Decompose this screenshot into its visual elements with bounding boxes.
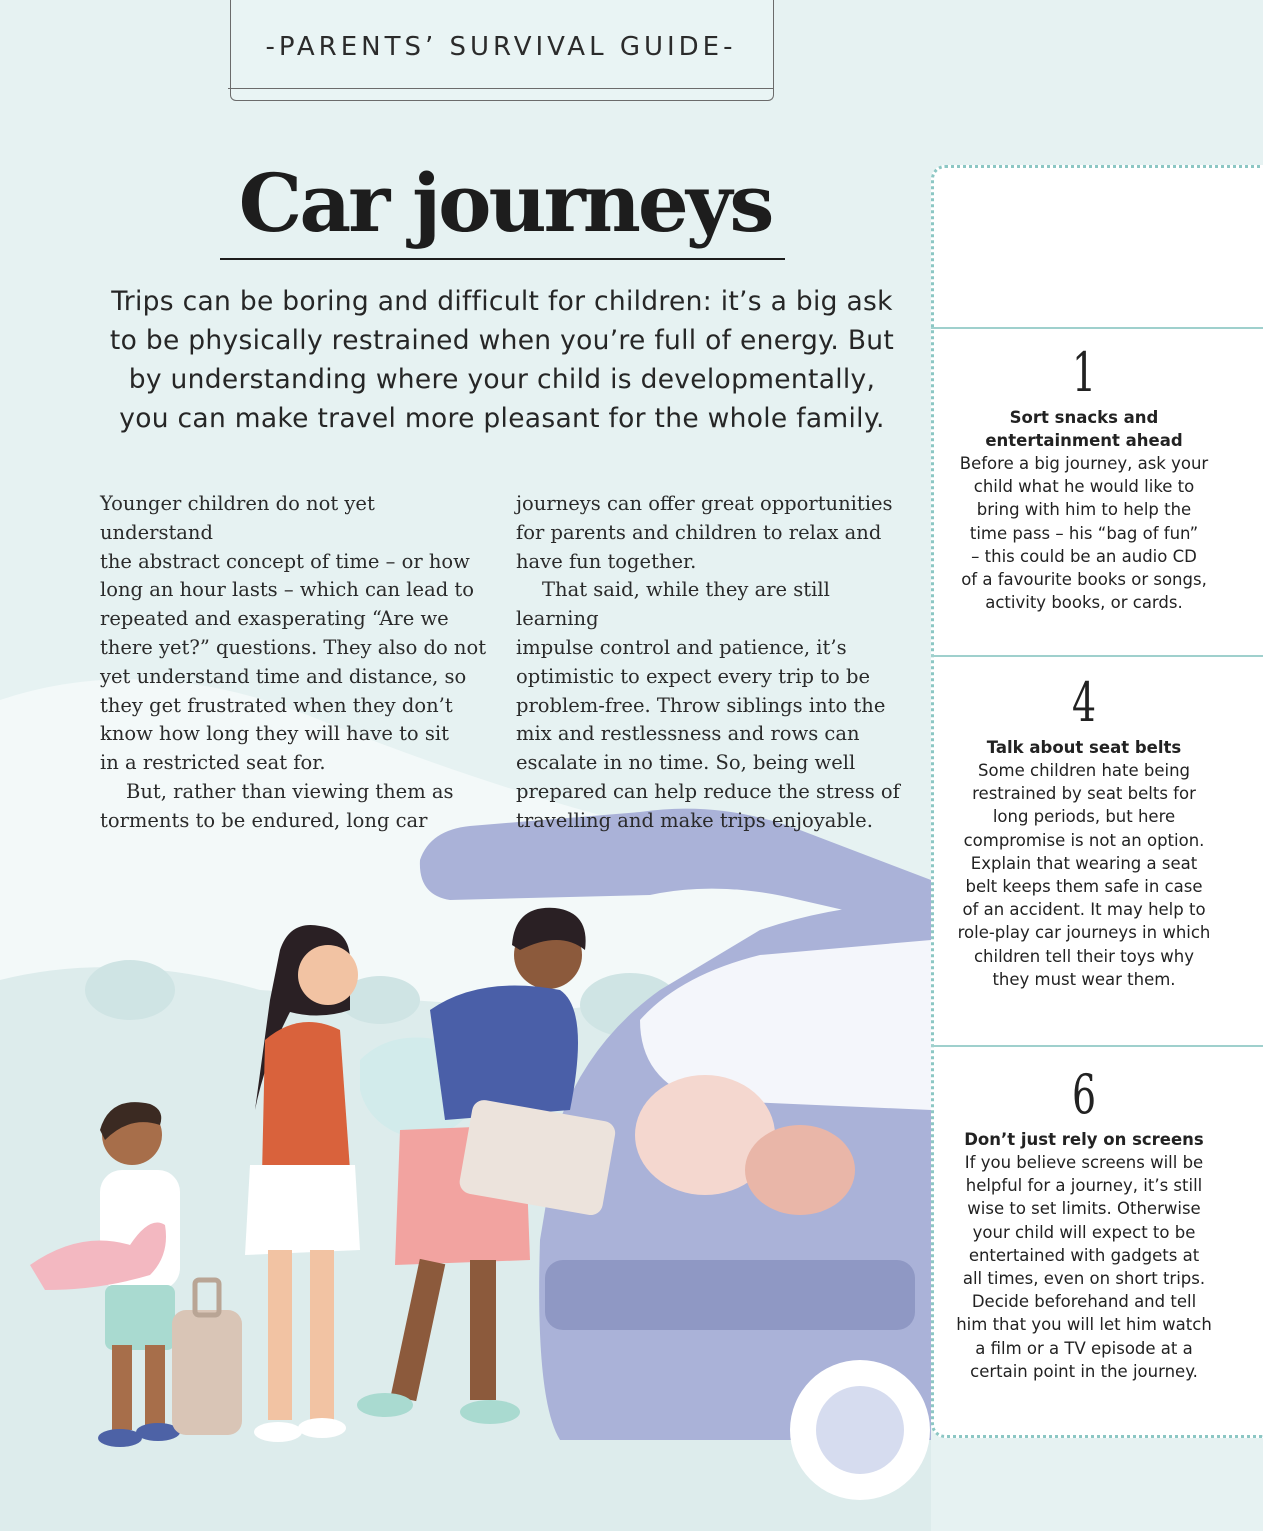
tip-body-line: time pass – his “bag of fun”: [969, 523, 1199, 543]
body-line: escalate in no time. So, being well: [516, 751, 856, 775]
sidebar-divider: [931, 655, 1263, 657]
mother-skirt: [245, 1165, 360, 1255]
suitcase: [172, 1310, 242, 1435]
tip-body-line: all times, even on short trips.: [962, 1269, 1206, 1289]
tip-body-line: activity books, or cards.: [985, 593, 1183, 613]
tip-body: [948, 759, 1220, 991]
tip-body-line: long periods, but here: [992, 807, 1176, 827]
title-rule: [220, 258, 785, 260]
body-line: That said, while they are still learning: [516, 578, 830, 631]
tip-body-line: Decide beforehand and tell: [971, 1292, 1197, 1312]
tip-card: [948, 342, 1220, 614]
mother-shirt: [262, 1022, 350, 1175]
body-line: know how long they will have to sit: [100, 722, 449, 746]
body-line: problem-free. Throw siblings into the: [516, 693, 886, 717]
tip-heading: [948, 736, 1220, 759]
boy-leg: [112, 1345, 132, 1430]
body-line: torments to be endured, long car: [100, 808, 428, 832]
intro-line: Trips can be boring and difficult for children: it’s a big ask: [111, 286, 893, 317]
tip-body-line: entertained with gadgets at: [968, 1245, 1200, 1265]
body-line: they get frustrated when they don’t: [100, 693, 453, 717]
sidebar-divider: [931, 327, 1263, 329]
tip-body-line: child what he would like to: [973, 477, 1195, 497]
father-shoe: [357, 1393, 413, 1417]
body-line: long an hour lasts – which can lead to: [100, 578, 474, 602]
section-label: -PARENTS’ SURVIVAL GUIDE-: [265, 32, 737, 62]
tip-body-line: belt keeps them safe in case: [965, 877, 1203, 897]
tip-body-line: – this could be an audio CD: [971, 546, 1197, 566]
body-column-left: [100, 490, 490, 836]
body-line: Younger children do not yet understand: [100, 492, 375, 544]
body-line: impulse control and patience, it’s: [516, 635, 847, 659]
intro-line: you can make travel more pleasant for the whole family.: [119, 403, 885, 434]
intro-paragraph: [92, 282, 912, 438]
tip-body-line: certain point in the journey.: [970, 1361, 1198, 1381]
tip-body: [948, 1151, 1220, 1383]
tip-body-line: your child will expect to be: [972, 1222, 1196, 1242]
father-shoe: [460, 1400, 520, 1424]
tip-body-line: they must wear them.: [992, 969, 1176, 989]
tip-body-line: Explain that wearing a seat: [970, 853, 1198, 873]
tip-body-line: of a favourite books or songs,: [961, 570, 1207, 590]
mother-head: [298, 945, 358, 1005]
tip-body-line: of an accident. It may help to: [962, 900, 1206, 920]
mother-shoe: [298, 1418, 346, 1438]
tip-heading: [948, 1128, 1220, 1151]
section-tab-label-wrap: [230, 0, 772, 100]
body-line: But, rather than viewing them as: [126, 779, 454, 803]
intro-line: to be physically restrained when you’re full of energy. But: [109, 325, 895, 356]
tip-card: [948, 672, 1220, 991]
car-wheel-hub: [816, 1386, 904, 1474]
body-line: mix and restlessness and rows can: [516, 722, 860, 746]
body-line: there yet?” questions. They also do not: [100, 635, 487, 659]
tip-heading-line: Don’t just rely on screens: [964, 1130, 1204, 1149]
bush-shape: [85, 960, 175, 1020]
tip-body-line: wise to set limits. Otherwise: [967, 1199, 1201, 1219]
body-line: for parents and children to relax and: [516, 520, 882, 544]
boy-leg: [145, 1345, 165, 1430]
father-leg: [470, 1260, 496, 1400]
body-line: repeated and exasperating “Are we: [100, 607, 449, 631]
mother-shoe: [254, 1422, 302, 1442]
tip-number: 6: [1071, 1063, 1097, 1126]
body-line: optimistic to expect every trip to be: [516, 664, 871, 688]
body-column-right: [516, 490, 906, 836]
tip-card: [948, 1064, 1220, 1383]
tip-heading-line: Talk about seat belts: [986, 738, 1182, 757]
body-line: journeys can offer great opportunities: [516, 492, 893, 515]
tip-body-line: restrained by seat belts for: [972, 784, 1196, 804]
boy-shorts: [105, 1285, 175, 1350]
tip-body-line: bring with him to help the: [976, 500, 1192, 520]
tip-body-line: If you believe screens will be: [964, 1153, 1204, 1172]
tip-heading-line: entertainment ahead: [985, 431, 1183, 450]
sidebar-divider: [931, 1045, 1263, 1047]
tip-body-line: Some children hate being: [977, 761, 1191, 780]
boy-shoe: [98, 1429, 142, 1447]
intro-line: by understanding where your child is developmentally,: [128, 364, 876, 395]
tip-body-line: role-play car journeys in which: [957, 923, 1211, 943]
body-line: in a restricted seat for.: [100, 751, 326, 775]
tip-body-line: a film or a TV episode at a: [975, 1338, 1193, 1358]
body-line: travelling and make trips enjoyable.: [516, 808, 873, 832]
tip-number: 1: [1071, 341, 1097, 404]
tip-body-line: compromise is not an option.: [963, 830, 1205, 850]
father-shirt: [430, 986, 578, 1121]
mother-leg: [310, 1250, 334, 1420]
body-line: prepared can help reduce the stress of: [516, 779, 900, 803]
tip-body-line: him that you will let him watch: [956, 1315, 1212, 1335]
tip-body-line: Before a big journey, ask your: [959, 454, 1209, 473]
body-line: yet understand time and distance, so: [100, 664, 467, 688]
tip-heading-line: Sort snacks and: [1009, 408, 1159, 427]
tip-number: 4: [1071, 671, 1097, 734]
body-line: the abstract concept of time – or how: [100, 549, 470, 573]
car-bumper: [545, 1260, 915, 1330]
mother-leg: [268, 1250, 292, 1420]
body-line: have fun together.: [516, 549, 697, 573]
tip-body-line: helpful for a journey, it’s still: [965, 1176, 1203, 1196]
tip-body: [948, 452, 1220, 614]
page-title: Car journeys: [238, 156, 772, 250]
luggage-shape: [745, 1125, 855, 1215]
tip-body-line: children tell their toys why: [973, 946, 1195, 966]
tip-heading: [948, 406, 1220, 452]
